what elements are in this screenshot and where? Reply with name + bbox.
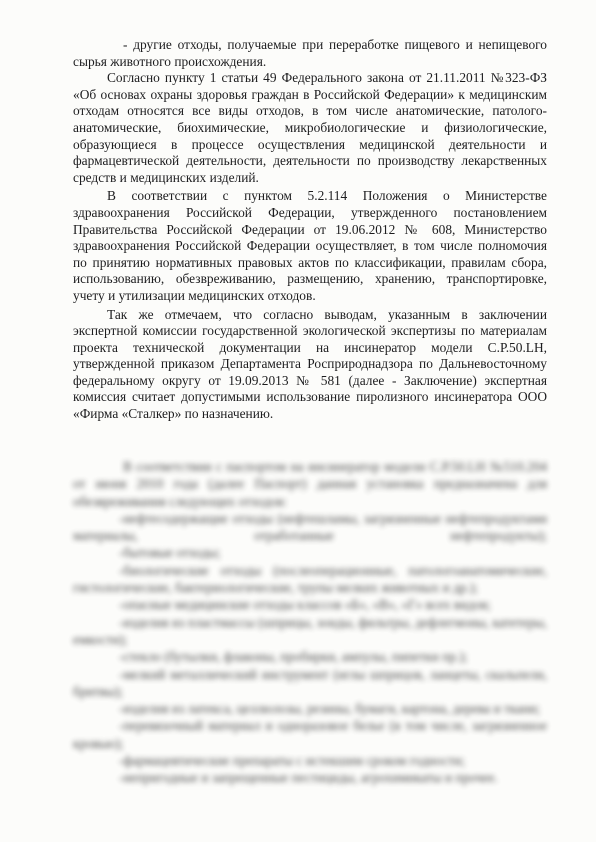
blurred-list-item: -биологические отходы (послеоперационные, патологоанатомические, гистологические, бактериологические, трупы мелких животных и др.); [73, 562, 547, 596]
blurred-list-item: -опасные медицинские отходы классов «Б», «В», «Г» всех видов; [119, 597, 491, 613]
blurred-list-item: -стекло (бутылки, флаконы, пробирки, ампулы, пипетки пр.); [119, 649, 468, 665]
blurred-intro: В соответствии с паспортом на инсинератор модели С.Р.50.LH №510.204 от июня 2010 года (далее Паспорт) данная установка предназначена для обезвреживания следующих отходов: [73, 459, 547, 509]
blurred-list-item: -мелкий металлический инструмент (иглы шприцов, ланцеты, скальпели, бритвы); [73, 666, 547, 699]
paragraph-ministry-regulation: В соответствии с пунктом 5.2.114 Положения о Министерстве здравоохранения Российской Федерации, утвержденного постановлением Правительства Российской Федерации от 19.06.2012 № 608, Министерство здравоохранения Российской Федерации осуществляет, в том числе полномочия по принятию нормативных правовых актов по классификации, правилам сбора, использованию, обезвреживанию, размещению, хранению, транспортировке, учету и утилизации медицинских отходов. [73, 188, 547, 303]
blurred-list-item: -непригодные и запрещенные пестициды, агрохимикаты и прочее. [119, 770, 498, 786]
document-body [73, 37, 547, 423]
blurred-section [73, 458, 547, 787]
blurred-list-item: -изделия из пластмассы (шприцы, зонды, фильтры, дефлегмоны, катетеры, емкости); [73, 614, 547, 647]
blurred-list-item: -перевязочный материал и одноразовое белье (в том числе, загрязненное кровью); [73, 718, 547, 751]
blurred-list-item: -нефтесодержащие отходы (нефтешламы, загрязненные нефтепродуктами материалы, отработанные нефтепродукты); [73, 510, 547, 544]
paragraph-federal-law: Согласно пункту 1 статьи 49 Федерального закона от 21.11.2011 №323-ФЗ «Об основах охраны здоровья граждан в Российской Федерации» к медицинским отходам относятся все виды отходов, в том числе анатомические, патолого-анатомические, биохимические, микробиологические и физиологические, образующиеся в процессе осуществления медицинской деятельности и фармацевтической деятельности, деятельности по производству лекарственных средств и медицинских изделий. [73, 70, 547, 185]
paragraph-expert-conclusion: Так же отмечаем, что согласно выводам, указанным в заключении экспертной комиссии государственной экологической экспертизы по материалам проекта технической документации на инсинератор модели С.Р.50.LH, утвержденной приказом Департамента Росприроднадзора по Дальневосточному федеральному округу от 19.09.2013 № 581 (далее - Заключение) экспертная комиссия считает допустимыми использование пиролизного инсинератора ООО «Фирма «Сталкер» по назначению. [73, 306, 547, 422]
blurred-list-item: -бытовые отходы; [119, 545, 221, 561]
paragraph-other-waste: - другие отходы, получаемые при переработке пищевого и непищевого сырья животного происхождения. [73, 37, 547, 69]
blurred-list-item: -изделия из латекса, целлюлозы, резины, бумаги, картона, дерева и ткани; [119, 701, 541, 717]
blurred-list-item: -фармацевтические препараты с истекшим сроком годности; [119, 753, 465, 769]
